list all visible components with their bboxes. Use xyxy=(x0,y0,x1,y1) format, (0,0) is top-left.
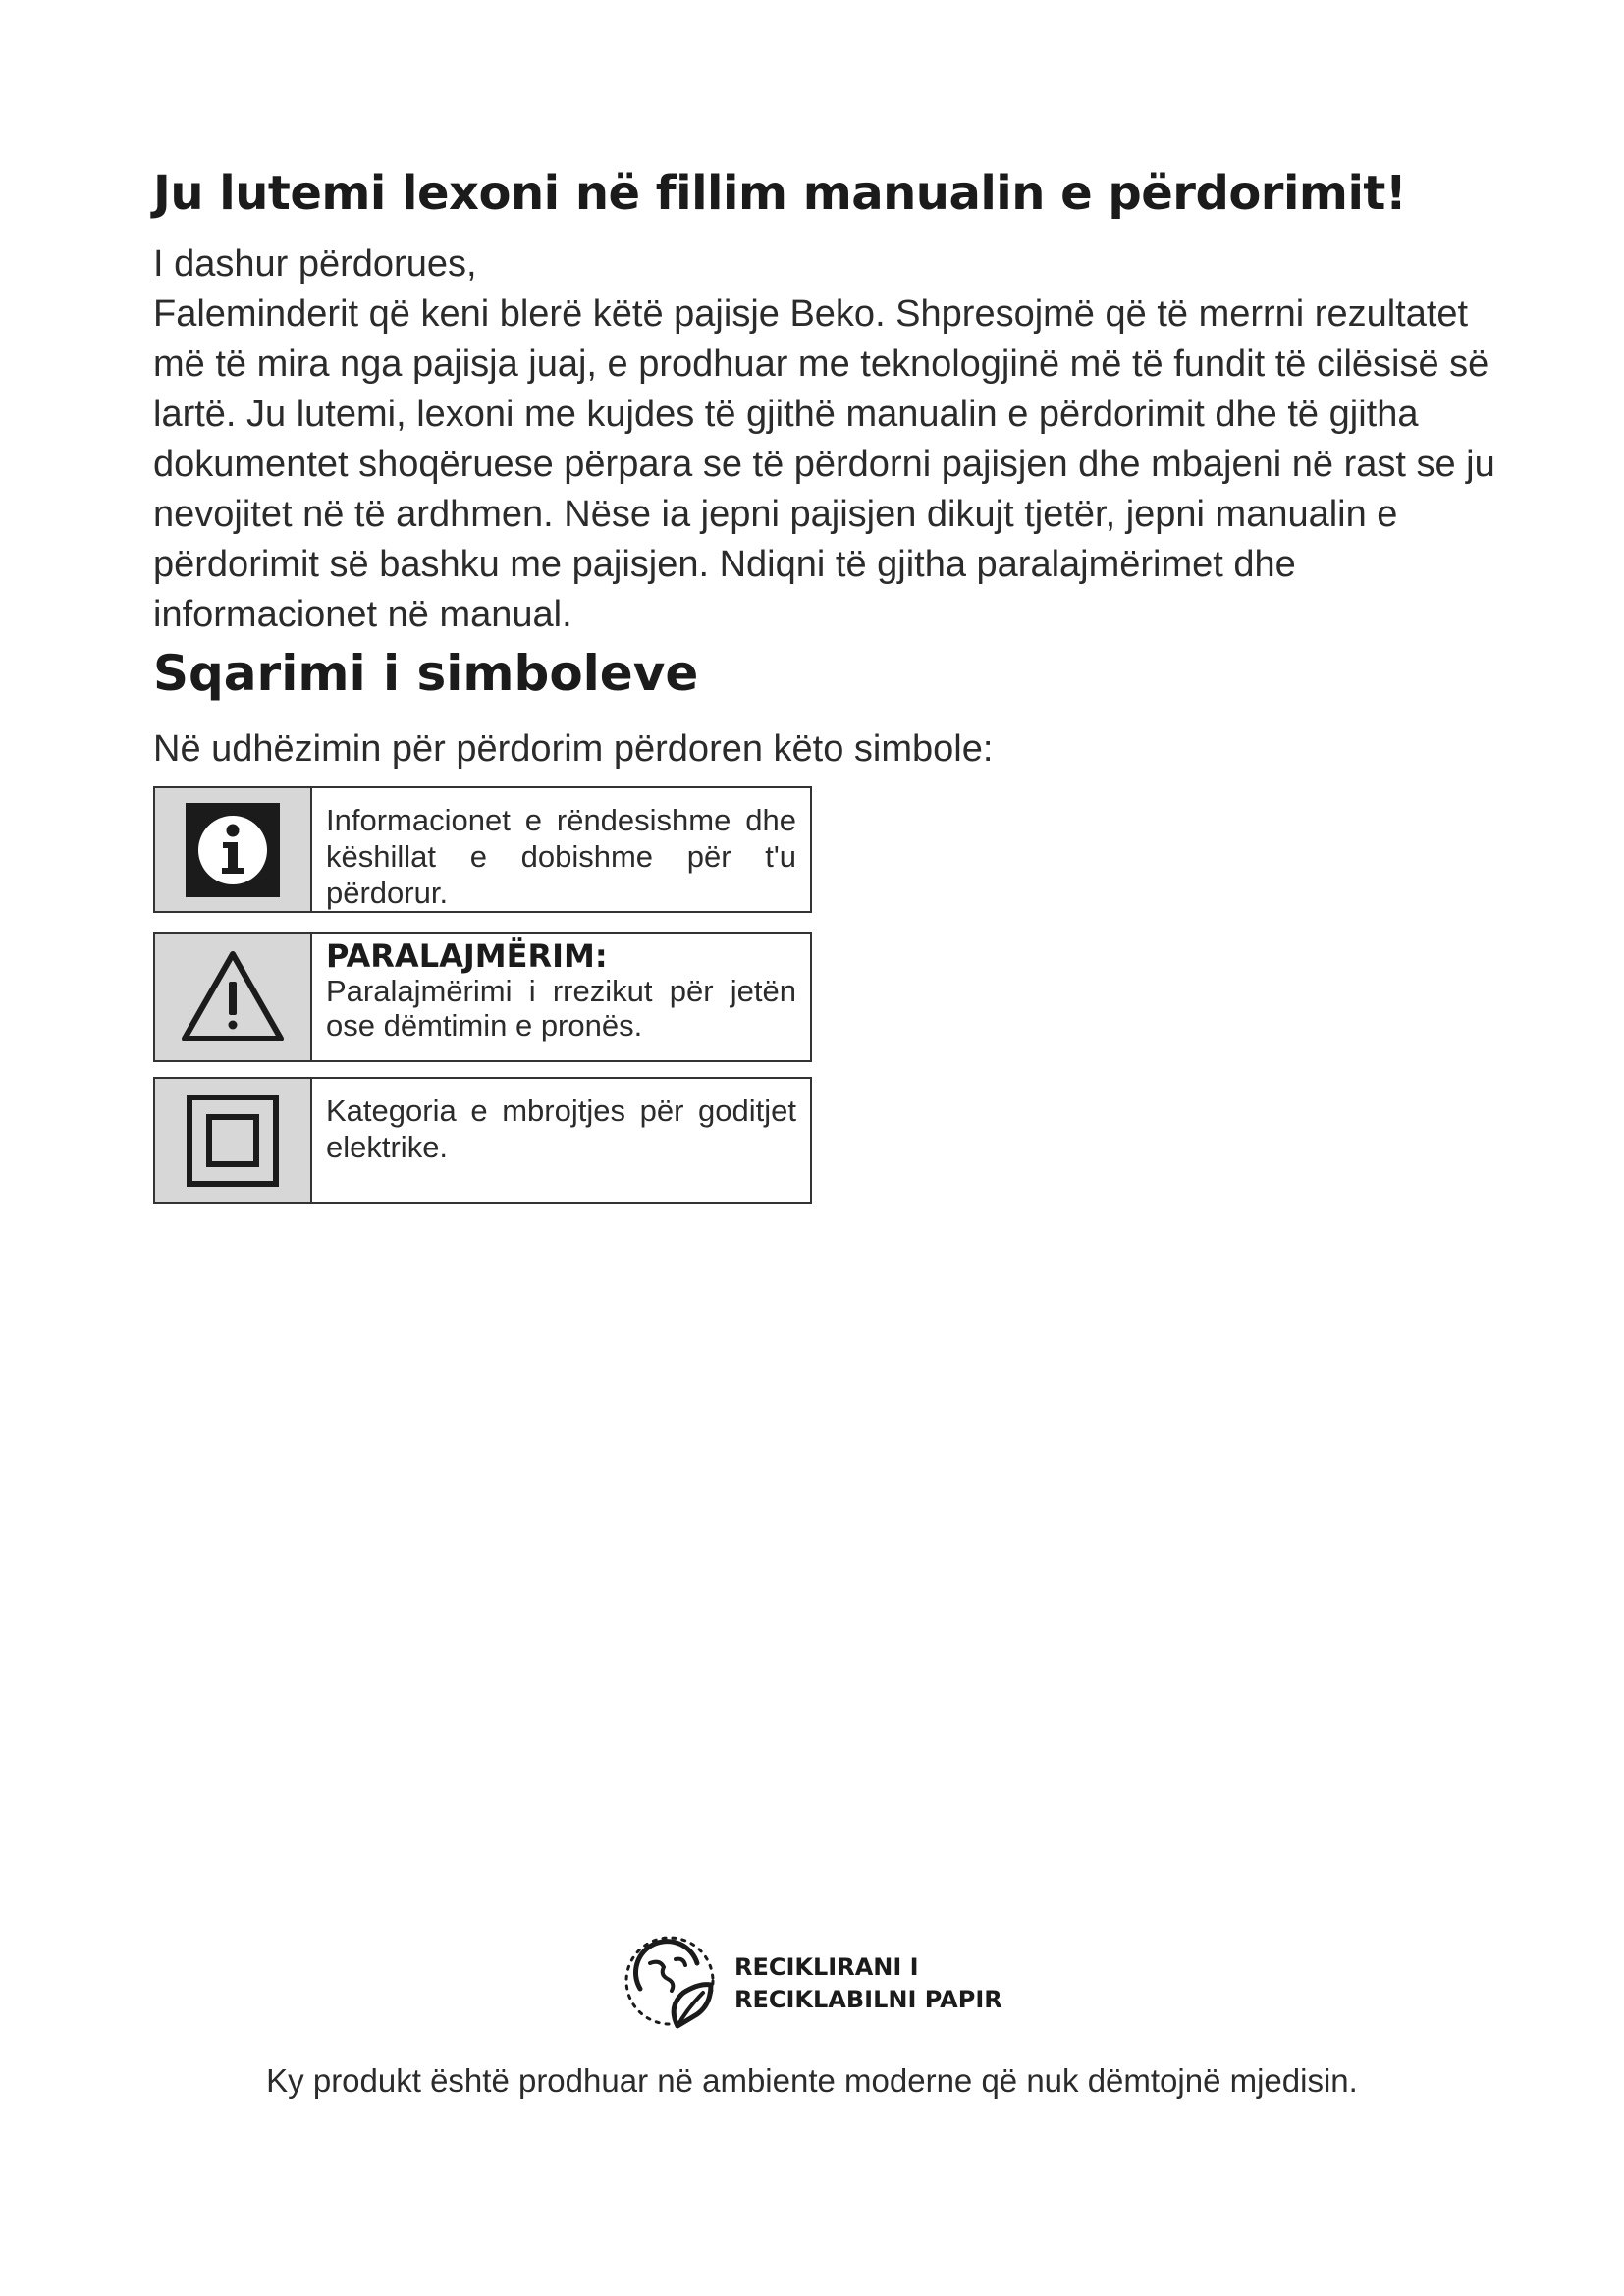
recycled-paper-globe-icon xyxy=(621,1924,729,2042)
page-title: Ju lutemi lexoni në fillim manualin e përdorimit! xyxy=(153,166,1407,221)
warning-triangle-icon xyxy=(155,934,312,1060)
symbols-subtitle: Në udhëzimin për përdorim përdoren këto simbole: xyxy=(153,728,994,770)
intro-text xyxy=(153,240,1508,640)
symbols-title: Sqarimi i simboleve xyxy=(153,645,699,702)
intro-paragraph: Faleminderit që keni blerë këtë pajisje Beko. Shpresojmë që të merrni rezultatet më të mira nga pajisja juaj, e prodhuar me teknologjinë më të fundit të cilësisë së lartë. Ju lutemi, lexoni me kujdes të gjithë manualin e përdorimit dhe të gjitha dokumentet shoqëruese përpara se të përdorni pajisjen dhe mbajeni në rast se ju nevojitet në të ardhmen. Nëse ia jepni pajisjen dikujt tjetër, jepni manualin e përdorimit së bashku me pajisjen. Ndiqni të gjitha paralajmërimet dhe informacionet në manual. xyxy=(153,294,1495,635)
symbol-row-protection-class xyxy=(153,1077,812,1204)
double-insulation-icon xyxy=(155,1079,312,1202)
symbol-row-warning xyxy=(153,932,812,1062)
warning-label: PARALAJMËRIM: xyxy=(326,937,608,975)
recycling-badge xyxy=(621,1924,1033,2042)
symbol-description xyxy=(312,788,810,911)
greeting: I dashur përdorues, xyxy=(153,243,477,285)
recycling-line-1: RECIKLIRANI I xyxy=(734,1953,919,1981)
symbol-text: Informacionet e rëndesishme dhe këshillat e dobishme për t'u përdorur. xyxy=(326,803,796,910)
recycling-line-2: RECIKLABILNI PAPIR xyxy=(734,1986,1002,2013)
symbol-row-info xyxy=(153,786,812,913)
symbol-description xyxy=(312,1079,810,1202)
symbol-text: Paralajmërimi i rrezikut për jetën ose dëmtimin e pronës. xyxy=(326,974,796,1042)
footer-note: Ky produkt është prodhuar në ambiente moderne që nuk dëmtojnë mjedisin. xyxy=(266,2062,1358,2099)
info-icon xyxy=(155,788,312,911)
symbol-text: Kategoria e mbrojtjes për goditjet elektrike. xyxy=(326,1094,796,1164)
recycling-label xyxy=(734,1951,1002,2016)
symbol-description xyxy=(312,934,810,1060)
